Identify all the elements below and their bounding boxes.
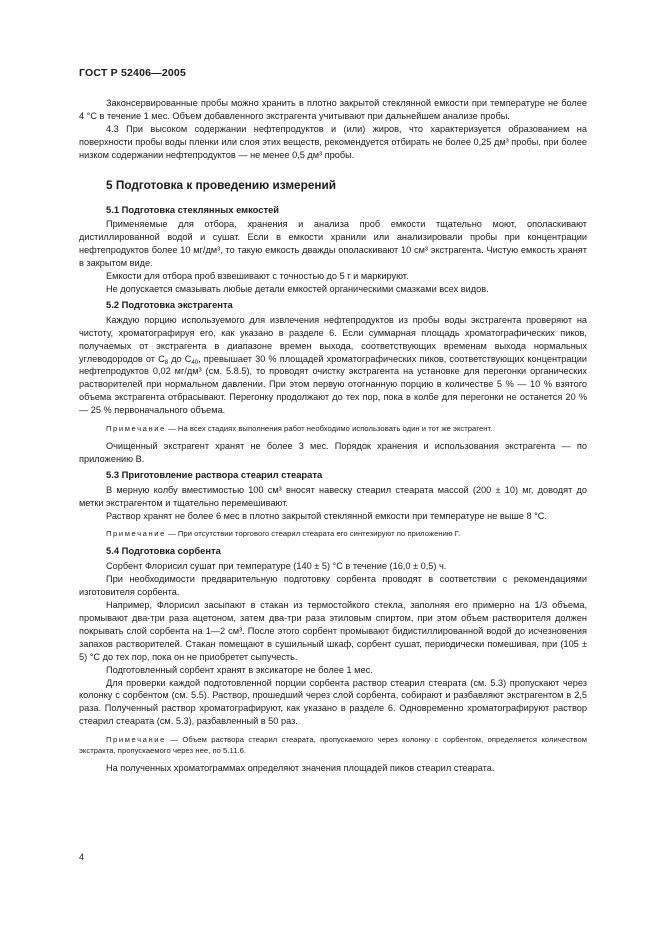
paragraph: Очищенный экстрагент хранят не более 3 мес. Порядок хранения и использования экстрагента — по приложению В. (79, 441, 587, 464)
paragraph: Сорбент Флорисил сушат при температуре (140 ± 5) °С в течение (16,0 ± 0,5) ч. (106, 561, 447, 572)
note-label: Примечание (106, 735, 166, 745)
note-label: Примечание (106, 529, 166, 539)
paragraph: Каждую порцию используемого для извлечения нефтепродуктов из пробы воды экстрагента проверяют на чистоту, хроматографируя его, как указано в разделе 6. Если суммарная площадь хроматографических пиков, получаемых от экстрагента в диапазоне времен выхода, соответствующих временам выхода нормальных углеводородов от $С_8$ до $С_{40}$, превышает 30 % площадей хроматографических пиков, соответствующих концентрации нефтепродуктов 0,02 мг/дм³ (см. 5.8.5), то проводят очистку экстрагента на установке для перегонки органических растворителей при нормальном давлении. При этом первую отогнанную порцию в количестве 5 % — 10 % взятого объема экстрагента отбрасывают. Перегонку продолжают до тех пор, пока в колбе для перегонки не останется 20 % — 25 % первоначального объема. (79, 314, 588, 416)
paragraph: Не допускается смазывать любые детали емкостей органическими смазками всех видов. (106, 283, 489, 294)
paragraph: 4.3 При высоком содержании нефтепродуктов и (или) жиров, что характеризуется образованием на поверхности пробы воды пленки или слоя этих веществ, рекомендуется отбирать не более 0,25 дм³ пробы, при более низком содержании нефтепродуктов — не менее 0,5 дм³ пробы. (79, 123, 587, 160)
standard-header: ГОСТ Р 52406—2005 (79, 67, 187, 79)
note: Примечание — На всех стадиях выполнения работ необходимо использовать один и тот же экстрагент. (106, 424, 493, 434)
note-label: Примечание (106, 424, 166, 434)
paragraph: Раствор хранят не более 6 мес в плотно закрытой стеклянной емкости при температуре не выше 8 °С. (106, 510, 547, 521)
paragraph: Законсервированные пробы можно хранить в плотно закрытой стеклянной емкости при температуре не более 4 °С в течение 1 мес. Объем добавленного экстрагента учитывают при дальнейшем анализе пробы. (79, 98, 587, 121)
paragraph: Для проверки каждой подготовленной порции сорбента раствор стеарил стеарата (см. 5.3) пропускают через колонку с сорбентом (см. 5.5). Раствор, прошедший через слой сорбента, собирают и разбавляют экстрагентом в 2,5 раза. Полученный раствор хроматографируют, как указано в разделе 6. Одновременно хроматографируют раствор стеарил стеарата (см. 5.3), разбавленный в 50 раз. (79, 677, 587, 727)
subsection-title: 5.4 Подготовка сорбента (106, 545, 221, 557)
note: Примечание — При отсутствии торгового стеарил стеарата его синтезируют по приложению Г. (106, 529, 461, 539)
subsection-title: 5.1 Подготовка стеклянных емкостей (106, 203, 280, 215)
subsection-title: 5.2 Подготовка экстрагента (106, 298, 233, 310)
paragraph: Например, Флорисил засыпают в стакан из термостойкого стекла, заполняя его примерно на 1/3 объема, промывают два-три раза ацетоном, затем два-три раза этиловым спиртом, при этом объем растворителя должен покрывать слой сорбента на 1—2 см³. После этого сорбент промывают бидистиллированной водой до исчезновения запахов растворителей. Стакан помещают в сушильный шкаф, сорбент сушат, периодически помешивая, при (105 ± 5) °С до тех пор, пока он не приобретет сыпучесть. (79, 600, 587, 662)
paragraph: Подготовленный сорбент хранят в эксикаторе не более 1 мес. (106, 664, 373, 675)
subsection-title: 5.3 Приготовление раствора стеарил стеарата (106, 468, 323, 480)
paragraph: Применяемые для отбора, хранения и анализа проб емкости тщательно моют, ополаскивают дистиллированной водой и сушат. Если в емкости хранили или анализировали пробы при концентрации нефтепродуктов более 10 мг/дм³, то такую емкость дважды ополаскивают 10 см³ экстрагента. Чистую емкость хранят в закрытом виде. (79, 219, 587, 269)
paragraph: В мерную колбу вместимостью 100 см³ вносят навеску стеарил стеарата массой (200 ± 10) мг, доводят до метки экстрагентом и тщательно перемешивают. (79, 484, 587, 508)
page-number: 4 (79, 852, 85, 862)
note: Примечание — Объем раствора стеарил стеарата, пропускаемого через колонку с сорбентом, определяется количеством экстракта, пропускаемого через нее, по 5.11.6. (79, 735, 587, 756)
section-title: 5 Подготовка к проведению измерений (106, 177, 337, 192)
paragraph: На полученных хроматограммах определяют значения площадей пиков стеарил стеарата. (106, 763, 495, 774)
paragraph: При необходимости предварительную подготовку сорбента проводят в соответствии с рекомендациями изготовителя сорбента. (79, 574, 587, 598)
document-body (79, 97, 587, 775)
paragraph: Емкости для отбора проб взвешивают с точностью до 5 г и маркируют. (106, 271, 409, 282)
